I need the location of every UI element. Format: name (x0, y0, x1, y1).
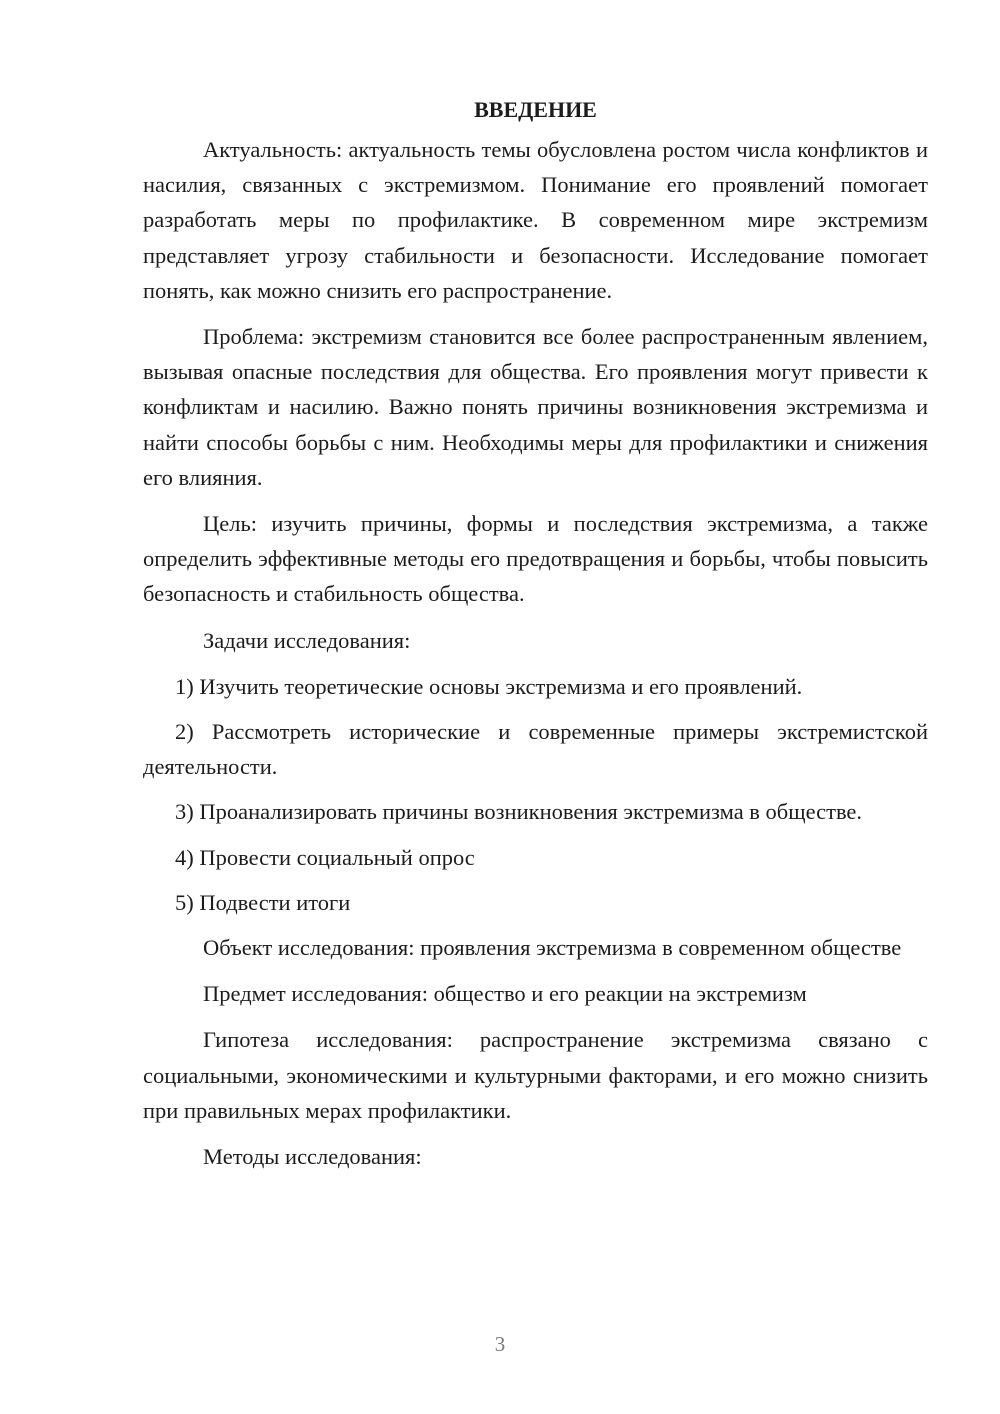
paragraph-goal: Цель: изучить причины, формы и последствия экстремизма, а также определить эффективные методы его предотвращения и борьбы, чтобы повысить безопасность и стабильность общества. (143, 511, 928, 607)
paragraph-object: Объект исследования: проявления экстремизма в современном обществе (203, 935, 902, 961)
task-item-2: 2) Рассмотреть исторические и современные примеры экстремистской деятельности. (143, 719, 928, 780)
page-content (143, 94, 928, 1174)
paragraph-problem: Проблема: экстремизм становится все более распространенным явлением, вызывая опасные последствия для общества. Его проявления могут привести к конфликтам и насилию. Важно понять причины возникновения экстремизма и найти способы борьбы с ним. Необходимы меры для профилактики и снижения его влияния. (143, 324, 928, 490)
page-title: ВВЕДЕНИЕ (474, 97, 597, 122)
paragraph-hypothesis: Гипотеза исследования: распространение экстремизма связано с социальными, экономическими и культурными факторами, и его можно снизить при правильных мерах профилактики. (143, 1027, 928, 1123)
paragraph-subject: Предмет исследования: общество и его реакции на экстремизм (203, 981, 807, 1007)
task-item-4: 4) Провести социальный опрос (175, 844, 475, 870)
task-item-3: 3) Проанализировать причины возникновения экстремизма в обществе. (175, 799, 863, 825)
task-item-1: 1) Изучить теоретические основы экстремизма и его проявлений. (175, 673, 803, 699)
paragraph-relevance: Актуальность: актуальность темы обусловлена ростом числа конфликтов и насилия, связанных с экстремизмом. Понимание его проявлений помогает разработать меры по профилактике. В современном мире экстремизм представляет угрозу стабильности и безопасности. Исследование помогает понять, как можно снизить его распространение. (143, 137, 928, 303)
methods-heading: Методы исследования: (203, 1144, 422, 1170)
tasks-heading: Задачи исследования: (203, 627, 411, 653)
tasks-list (143, 669, 928, 920)
page-number: 3 (494, 1332, 506, 1356)
task-item-5: 5) Подвести итоги (175, 889, 351, 915)
